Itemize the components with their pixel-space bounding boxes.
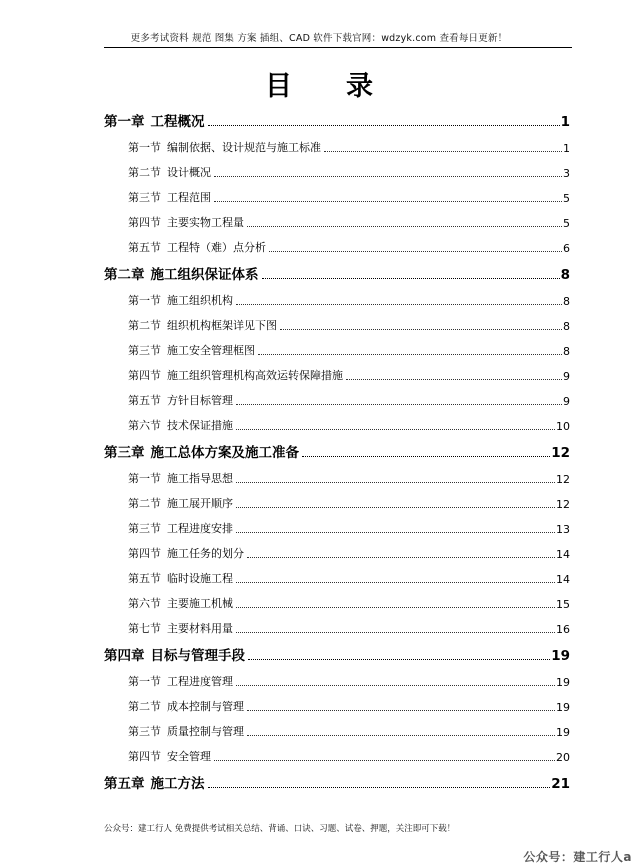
toc-entry-title: 主要材料用量: [167, 622, 233, 635]
toc-entry-title: 工程特（难）点分析: [167, 241, 266, 254]
toc-section-entry[interactable]: [104, 739, 570, 764]
toc-entry-number: 第四章: [104, 648, 145, 664]
toc-entry-title: 成本控制与管理: [167, 700, 244, 713]
toc-dot-leader: [248, 659, 550, 660]
toc-dot-leader: [269, 251, 562, 252]
toc-section-entry[interactable]: [104, 714, 570, 739]
toc-dot-leader: [236, 404, 562, 405]
toc-dot-leader: [236, 685, 555, 686]
toc-entry-number: 第二节: [128, 319, 161, 332]
toc-section-entry[interactable]: [104, 561, 570, 586]
toc-page-number: 12: [551, 445, 570, 461]
toc-entry-number: 第一节: [128, 141, 161, 154]
toc-page-number: 12: [556, 498, 570, 511]
toc-page-number: 8: [560, 267, 570, 283]
toc-dot-leader: [247, 557, 555, 558]
toc-entry-title: 方针目标管理: [167, 394, 233, 407]
toc-entry-title: 安全管理: [167, 750, 211, 763]
toc-entry-title: 施工总体方案及施工准备: [150, 445, 299, 461]
toc-section-entry[interactable]: [104, 383, 570, 408]
toc-entry-title: 施工组织保证体系: [150, 267, 259, 283]
toc-section-entry[interactable]: [104, 308, 570, 333]
toc-section-entry[interactable]: [104, 486, 570, 511]
toc-entry-title: 施工指导思想: [167, 472, 233, 485]
toc-dot-leader: [247, 710, 555, 711]
toc-entry-number: 第二章: [104, 267, 145, 283]
page-footer-text: 公众号：建工行人 免费提供考试相关总结、背诵、口诀、习题、试卷、押题，关注即可下载！: [104, 824, 456, 834]
toc-page-number: 8: [563, 295, 570, 308]
toc-page-number: 15: [556, 598, 570, 611]
toc-entry-number: 第一节: [128, 294, 161, 307]
toc-dot-leader: [262, 278, 560, 279]
toc-section-entry[interactable]: [104, 689, 570, 714]
toc-section-entry[interactable]: [104, 205, 570, 230]
toc-section-entry[interactable]: [104, 358, 570, 383]
toc-entry-title: 施工任务的划分: [167, 547, 244, 560]
toc-section-entry[interactable]: [104, 130, 570, 155]
toc-section-entry[interactable]: [104, 283, 570, 308]
toc-dot-leader: [208, 787, 551, 788]
toc-dot-leader: [236, 607, 555, 608]
toc-page-number: 9: [563, 370, 570, 383]
toc-entry-number: 第四节: [128, 547, 161, 560]
toc-entry-title: 主要实物工程量: [167, 216, 244, 229]
toc-page-number: 8: [563, 320, 570, 333]
toc-section-entry[interactable]: [104, 230, 570, 255]
toc-page-number: 5: [563, 192, 570, 205]
toc-entry-number: 第五章: [104, 776, 145, 792]
toc-entry-number: 第三节: [128, 522, 161, 535]
toc-page-number: 21: [551, 776, 570, 792]
toc-section-entry[interactable]: [104, 408, 570, 433]
toc-dot-leader: [280, 329, 562, 330]
toc-chapter-entry[interactable]: [104, 104, 570, 130]
toc-entry-number: 第一章: [104, 114, 145, 130]
toc-dot-leader: [236, 632, 555, 633]
toc-entry-number: 第二节: [128, 700, 161, 713]
toc-dot-leader: [247, 226, 562, 227]
toc-entry-title: 施工展开顺序: [167, 497, 233, 510]
toc-page-number: 8: [563, 345, 570, 358]
toc-dot-leader: [214, 176, 562, 177]
toc-dot-leader: [208, 125, 560, 126]
toc-entry-number: 第六节: [128, 597, 161, 610]
header-rule: [104, 47, 572, 48]
toc-entry-number: 第五节: [128, 572, 161, 585]
toc-section-entry[interactable]: [104, 333, 570, 358]
toc-page-number: 19: [556, 701, 570, 714]
toc-section-entry[interactable]: [104, 586, 570, 611]
toc-entry-title: 施工组织机构: [167, 294, 233, 307]
toc-entry-number: 第三章: [104, 445, 145, 461]
toc-page-number: 1: [560, 114, 570, 130]
toc-entry-title: 工程进度管理: [167, 675, 233, 688]
toc-dot-leader: [324, 151, 562, 152]
toc-entry-number: 第二节: [128, 166, 161, 179]
toc-section-entry[interactable]: [104, 611, 570, 636]
toc-entry-title: 主要施工机械: [167, 597, 233, 610]
toc-entry-number: 第三节: [128, 344, 161, 357]
toc-entry-number: 第一节: [128, 472, 161, 485]
toc-page-number: 20: [556, 751, 570, 764]
toc-chapter-entry[interactable]: [104, 636, 570, 664]
toc-section-entry[interactable]: [104, 536, 570, 561]
toc-entry-title: 工程范围: [167, 191, 211, 204]
toc-page-number: 14: [556, 573, 570, 586]
toc-chapter-entry[interactable]: [104, 433, 570, 461]
toc-entry-title: 施工组织管理机构高效运转保障措施: [167, 369, 343, 382]
toc-page-number: 10: [556, 420, 570, 433]
toc-section-entry[interactable]: [104, 180, 570, 205]
toc-page-number: 12: [556, 473, 570, 486]
toc-dot-leader: [214, 760, 555, 761]
toc-entry-number: 第一节: [128, 675, 161, 688]
toc-entry-title: 设计概况: [167, 166, 211, 179]
toc-page-number: 3: [563, 167, 570, 180]
toc-dot-leader: [236, 304, 562, 305]
toc-entry-number: 第二节: [128, 497, 161, 510]
toc-entry-title: 目标与管理手段: [150, 648, 245, 664]
toc-entry-number: 第四节: [128, 216, 161, 229]
toc-entry-number: 第五节: [128, 394, 161, 407]
toc-entry-number: 第三节: [128, 725, 161, 738]
toc-page-number: 19: [556, 676, 570, 689]
toc-entry-title: 工程进度安排: [167, 522, 233, 535]
toc-dot-leader: [236, 429, 555, 430]
toc-entry-number: 第四节: [128, 750, 161, 763]
toc-page-number: 14: [556, 548, 570, 561]
page-title: 目录: [265, 71, 427, 102]
toc-section-entry[interactable]: [104, 461, 570, 486]
toc-entry-number: 第三节: [128, 191, 161, 204]
toc-dot-leader: [346, 379, 562, 380]
toc-dot-leader: [236, 582, 555, 583]
toc-chapter-entry[interactable]: [104, 255, 570, 283]
toc-entry-title: 施工方法: [150, 776, 205, 792]
toc-entry-title: 编制依据、设计规范与施工标准: [167, 141, 321, 154]
toc-page-number: 1: [563, 142, 570, 155]
toc-entry-number: 第六节: [128, 419, 161, 432]
toc-dot-leader: [247, 735, 555, 736]
toc-page-number: 19: [556, 726, 570, 739]
table-of-contents: [104, 104, 570, 792]
toc-dot-leader: [236, 482, 555, 483]
toc-dot-leader: [236, 507, 555, 508]
watermark-text: 公众号：建工行人a: [523, 850, 632, 864]
toc-entry-number: 第七节: [128, 622, 161, 635]
toc-page-number: 16: [556, 623, 570, 636]
toc-entry-number: 第四节: [128, 369, 161, 382]
toc-page-number: 13: [556, 523, 570, 536]
toc-dot-leader: [258, 354, 562, 355]
toc-entry-title: 施工安全管理框图: [167, 344, 255, 357]
toc-section-entry[interactable]: [104, 155, 570, 180]
toc-entry-title: 技术保证措施: [167, 419, 233, 432]
toc-entry-number: 第五节: [128, 241, 161, 254]
toc-entry-title: 质量控制与管理: [167, 725, 244, 738]
toc-dot-leader: [302, 456, 550, 457]
page-header-text: 更多考试资料 规范 图集 方案 插组、CAD 软件下载官网：wdzyk.com 查看每日更新！: [130, 33, 508, 44]
toc-page-number: 9: [563, 395, 570, 408]
toc-page-number: 5: [563, 217, 570, 230]
toc-entry-title: 临时设施工程: [167, 572, 233, 585]
toc-page-number: 19: [551, 648, 570, 664]
toc-chapter-entry[interactable]: [104, 764, 570, 792]
toc-dot-leader: [236, 532, 555, 533]
toc-section-entry[interactable]: [104, 511, 570, 536]
toc-page-number: 6: [563, 242, 570, 255]
toc-entry-title: 组织机构框架详见下图: [167, 319, 277, 332]
toc-section-entry[interactable]: [104, 664, 570, 689]
toc-entry-title: 工程概况: [150, 114, 205, 130]
toc-dot-leader: [214, 201, 562, 202]
